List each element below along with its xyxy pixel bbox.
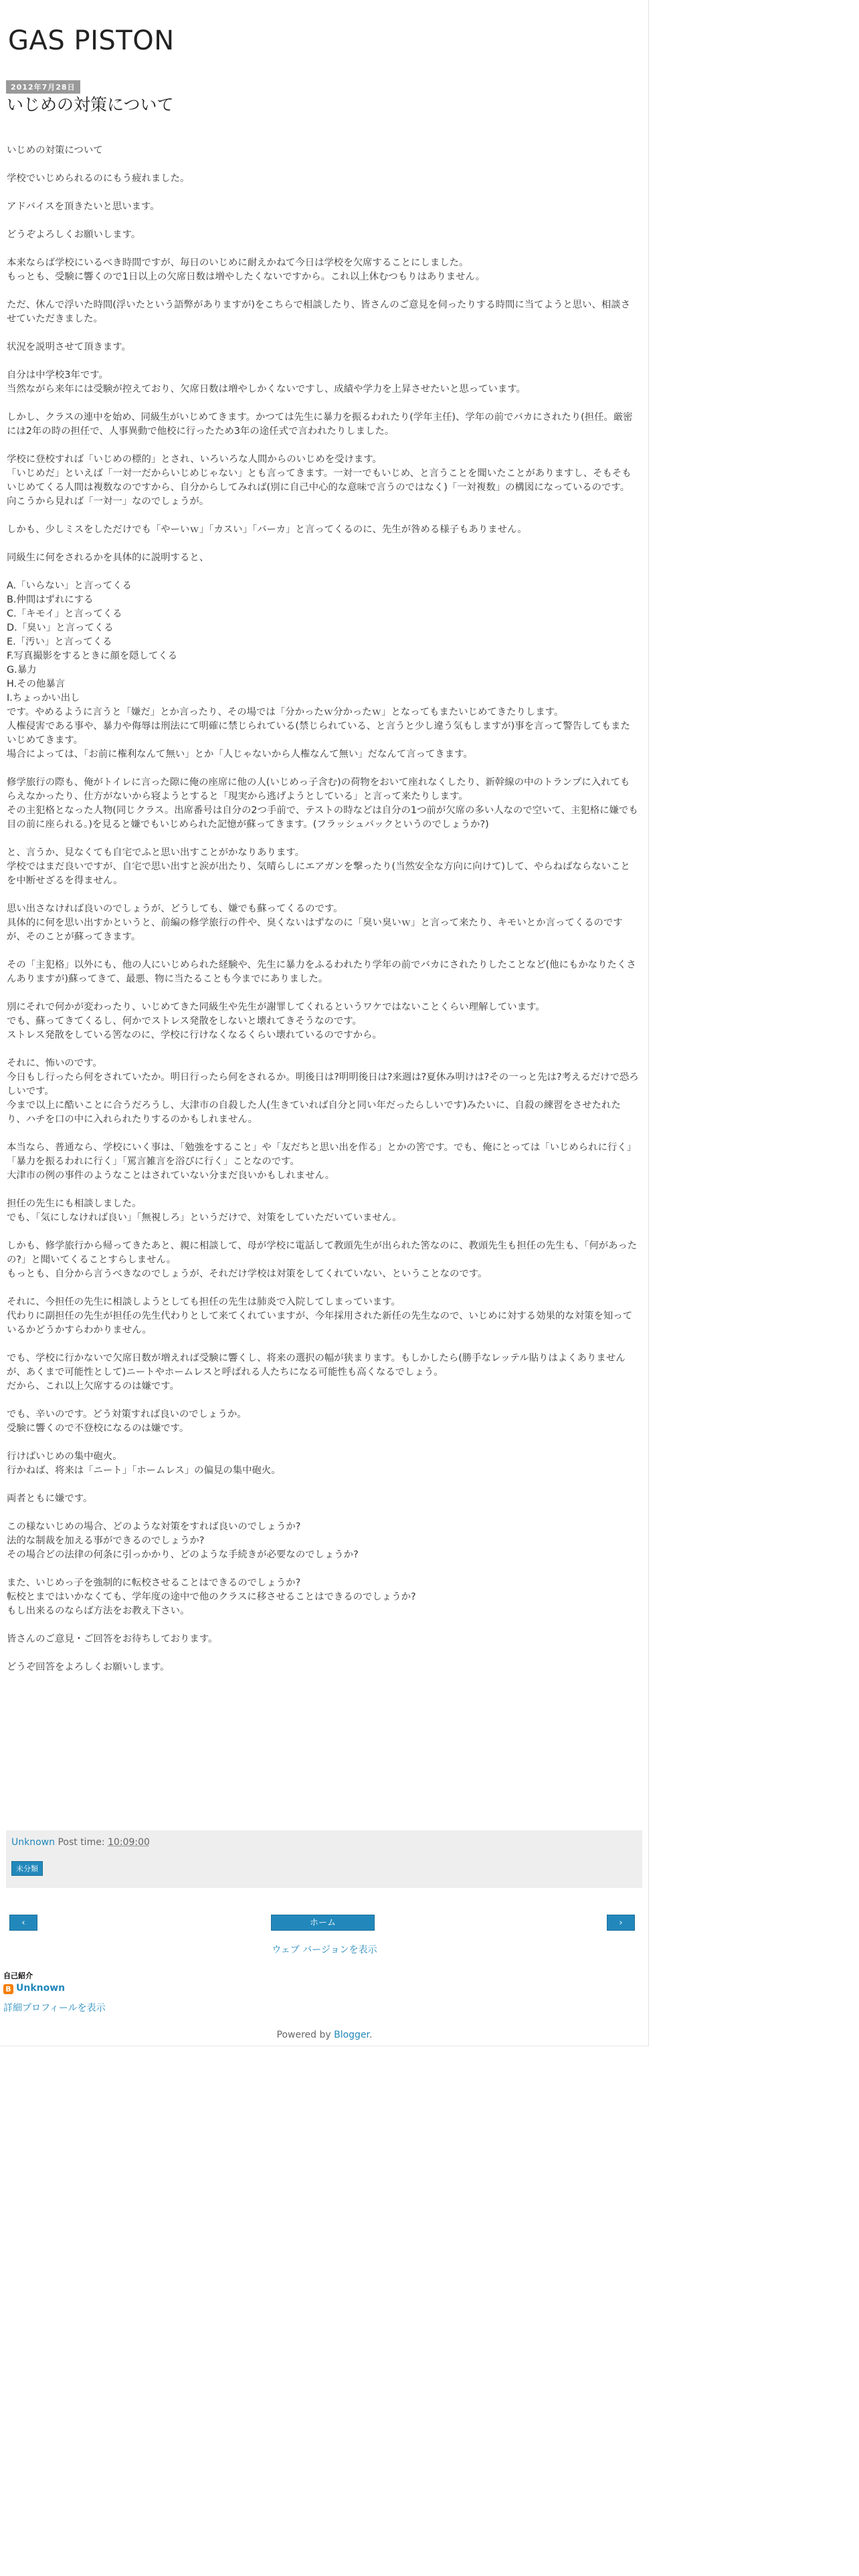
post-paragraph: 思い出さなければ良いのでしょうが、どうしても、嫌でも蘇ってくるのです。 具体的に何を思い出すかというと、前編の修学旅行の件や、臭くないはずなのに「臭い臭いｗ」と言って来たり、キモいとか言ってくるのですが、そのことが蘇ってきます。 [7, 903, 623, 942]
post-author-link[interactable]: Unknown [11, 1837, 55, 1848]
post-paragraph: アドバイスを頂きたいと思います。 [7, 201, 160, 212]
post-timestamp[interactable]: 10:09:00 [108, 1837, 150, 1848]
post-paragraph: ただ、休んで浮いた時間(浮いたという語弊がありますが)をこちらで相談したり、皆さんのご意見を伺ったりする時間に当てようと思い、相談させていただきました。 [7, 300, 631, 324]
post-paragraph: しかも、修学旅行から帰ってきたあと、親に相談して、母が学校に電話して教頭先生が出られた筈なのに、教頭先生も担任の先生も、「何があったの?」と聞いてくることすらしません。 もっとも、自分から言うべきなのでしょうが、それだけ学校は対策をしてくれていない、ということなのです。 [7, 1241, 638, 1279]
post-paragraph: 本来ならば学校にいるべき時間ですが、毎日のいじめに耐えかねて今日は学校を欠席することにしました。 もっとも、受験に響くので1日以上の欠席日数は増やしたくないですから。これ以上休むつもりはありません。 [7, 257, 486, 282]
previous-post-button[interactable]: ‹ [9, 1915, 37, 1931]
profile-heading: 自己紹介 [3, 1971, 33, 1980]
post-footer [6, 1830, 642, 1888]
post-paragraph: 学校でいじめられるのにもう疲れました。 [7, 173, 190, 184]
post-paragraph: 皆さんのご意見・ご回答をお待ちしております。 [7, 1634, 218, 1644]
home-button[interactable]: ホーム [271, 1915, 375, 1931]
post-paragraph: 別にそれで何かが変わったり、いじめてきた同級生や先生が謝罪してくれるというワケではないことくらい理解しています。 でも、蘇ってきてくるし、何かでストレス発散をしないと壊れてきそうなのです。 ストレス発散をしている筈なのに、学校に行けなくなるくらい壊れているのですから。 [7, 1002, 545, 1041]
post-paragraph: いじめの対策について [7, 145, 103, 156]
web-version-link[interactable]: ウェブ バージョンを表示 [272, 1945, 377, 1955]
post-paragraph: 自分は中学校3年です。 当然ながら来年には受験が控えており、欠席日数は増やしかくないですし、成績や学力を上昇させたいと思っています。 [7, 370, 526, 395]
profile-name-link[interactable]: Unknown [16, 1983, 66, 1994]
post-paragraph: どうぞ回答をよろしくお願いします。 [7, 1662, 170, 1673]
post-paragraph: どうぞよろしくお願いします。 [7, 229, 141, 240]
powered-by-period: . [369, 2030, 373, 2040]
post-body [7, 144, 639, 1689]
profile-details-link[interactable]: 詳細プロフィールを表示 [3, 2003, 106, 2014]
blog-title[interactable]: GAS PISTON [8, 25, 175, 56]
post-paragraph: 行けばいじめの集中砲火。 行かねば、将来は「ニート」「ホームレス」の偏見の集中砲火。 [7, 1451, 281, 1476]
post-paragraph: でも、学校に行かないで欠席日数が増えれば受験に響くし、将来の選択の幅が狭まります。もしかしたら(勝手なレッテル貼りはよくありませんが、あくまで可能性として)ニートやホームレスと呼ばれる人たちになる可能性も高くなるでしょう。 だから、これ以上欠席するのは嫌です。 [7, 1353, 626, 1392]
next-post-button[interactable]: › [607, 1915, 635, 1931]
post-paragraph: 両者ともに嫌です。 [7, 1493, 93, 1504]
post-time-label: Post time: [58, 1837, 105, 1848]
post-paragraph: 修学旅行の際も、俺がトイレに言った隙に俺の座席に他の人(いじめっ子含む)の荷物をおいて座れなくしたり、新幹線の中のトランプに入れてもらえなかったり、仕方がないから寝ようとすると「現実から逃げようとしている」と言って来たりします。 その主犯格となった人物(同じクラス。出席番号は自分の2つ手前で、テストの時などは自分の1つ前が欠席の多い人なので空いて、主犯格に嫌でも目の前に座られる。)を見ると嫌でもいじめられた記憶が蘇ってきます。(フラッシュバックというのでしょうか?) [7, 777, 638, 830]
blogger-icon: B [3, 1984, 13, 1994]
post-paragraph: しかも、少しミスをしただけでも「やーいｗ」「カスい」「バーカ」と言ってくるのに、先生が咎める様子もありません。 [7, 524, 527, 535]
powered-by [0, 2030, 649, 2040]
post-paragraph: A.「いらない」と言ってくる B.仲間はずれにする C.「キモイ」と言ってくる D.「臭い」と言ってくる E.「汚い」と言ってくる F.写真撮影をするときに顔を隠してくる G.暴力 H.その他暴言 I.ちょっかい出し です。やめるように言うと「嫌だ」とか言ったり、その場では「分かったｗ分かったｗ」となってもまたいじめてきたりします。 人権侵害である事や、暴力や侮辱は刑法にて明確に禁じられている(禁じられている、と言うと少し違う気もしますが)事を言って警告してもまたいじめてきます。 場合によっては、「お前に権利なんて無い」とか「人じゃないから人権なんて無い」だなんて言ってきます。 [7, 580, 630, 760]
post-date: 2012年7月28日 [6, 80, 80, 94]
post-paragraph: 状況を説明させて頂きます。 [7, 342, 131, 352]
post-paragraph: 担任の先生にも相談しました。 でも、「気にしなければ良い」「無視しろ」というだけで、対策をしていただいていません。 [7, 1198, 402, 1223]
post-paragraph: 本当なら、普通なら、学校にいく事は、「勉強をすること」や「友だちと思い出を作る」とかの筈です。でも、俺にとっては「いじめられに行く」「暴力を振るわれに行く」「罵言雑言を浴びに行く」ことなのです。 大津市の例の事件のようなことはされていない分まだ良いかもしれません。 [7, 1142, 637, 1181]
post-paragraph: でも、辛いのです。どう対策すれば良いのでしょうか。 受験に響くので不登校になるのは嫌です。 [7, 1409, 247, 1434]
post-paragraph: 同級生に何をされるかを具体的に説明すると、 [7, 552, 209, 563]
blogger-link[interactable]: Blogger [334, 2030, 370, 2040]
post-author-line [11, 1837, 150, 1848]
post-paragraph: この様ないじめの場合、どのような対策をすれば良いのでしょうか? 法的な制裁を加える事ができるのでしょうか? その場合どの法律の何条に引っかかり、どのような手続きが必要なのでしょうか? [7, 1521, 359, 1560]
post-paragraph: それに、怖いのです。 今日もし行ったら何をされていたか。明日行ったら何をされるか。明後日は?明明後日は?来週は?夏休み明けは?その一っと先は?考えるだけで恐ろしいです。 今まで以上に酷いことに合うだろうし、大津市の自殺した人(生きていれば自分と同い年だったらしいです)みたいに、自殺の練習をさせたれたり、ハチを口の中に入れられたりするのかもしれません。 [7, 1058, 639, 1125]
post-title: いじめの対策について [7, 95, 174, 114]
post-label-tag[interactable]: 未分類 [11, 1861, 43, 1876]
post-paragraph: 学校に登校すれば「いじめの標的」とされ、いろいろな人間からのいじめを受けます。 「いじめだ」といえば「一対一だからいじめじゃない」とも言ってきます。一対一でもいじめ、と言うことを聞いたことがありますし、そもそもいじめてくる人間は複数なのですから、自分からしてみれば(別に自己中心的な意味で言うのではなく)「一対複数」の構図になっているのです。向こうから見れば「一対一」なのでしょうが。 [7, 454, 632, 507]
post-paragraph: その「主犯格」以外にも、他の人にいじめられた経験や、先生に暴力をふるわれたり学年の前でバカにされたりしたことなど(他にもかなりたくさんありますが)蘇ってきて、最悪、物に当たることも今までにありました。 [7, 960, 636, 984]
powered-by-text: Powered by [276, 2030, 331, 2040]
post-paragraph: それに、今担任の先生に相談しようとしても担任の先生は肺炎で入院してしまっています。 代わりに副担任の先生が担任の先生代わりとして来てくれていますが、今年採用された新任の先生なので、いじめに対する効果的な対策を知っているかどうかすらわかりません。 [7, 1297, 633, 1335]
post-paragraph: と、言うか、見なくても自宅でふと思い出すことがかなりあります。 学校ではまだ良いですが、自宅で思い出すと涙が出たり、気晴らしにエアガンを撃ったり(当然安全な方向に向けて)して、やらねばならないことを中断せざるを得ません。 [7, 847, 630, 886]
post-paragraph: また、いじめっ子を強制的に転校させることはできるのでしょうか? 転校とまではいかなくても、学年度の途中で他のクラスに移させることはできるのでしょうか? もし出来るのならば方法をお教え下さい。 [7, 1578, 416, 1616]
post-paragraph: しかし、クラスの連中を始め、同級生がいじめてきます。かつては先生に暴力を振るわれたり(学年主任)、学年の前でバカにされたり(担任。厳密には2年の時の担任で、人事異動で他校に行ったため3年の途任式で言われたりしました。 [7, 412, 633, 437]
